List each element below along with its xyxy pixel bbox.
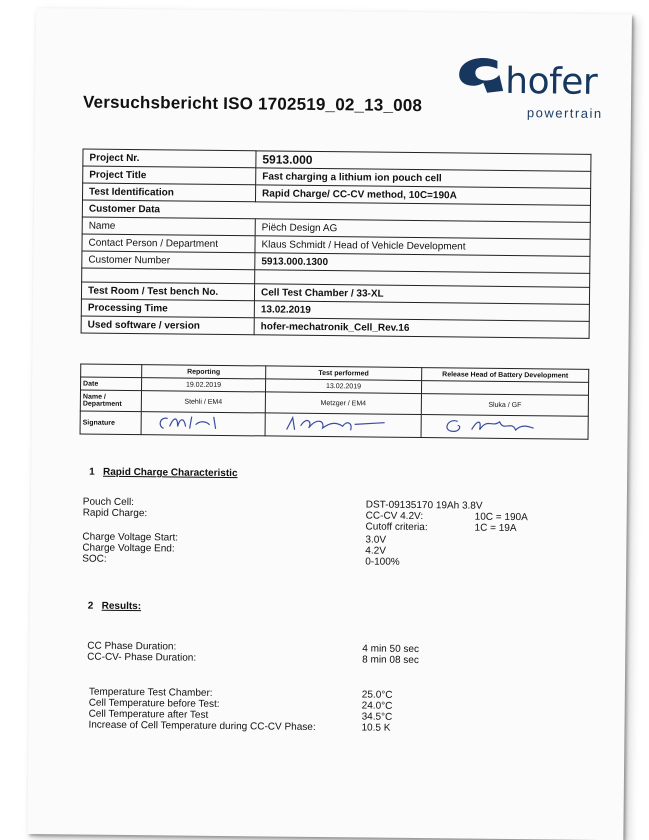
cccv-label: CC-CV- Phase Duration: bbox=[87, 651, 197, 664]
section-2-heading bbox=[88, 601, 141, 613]
row-label: Processing Time bbox=[81, 299, 254, 318]
signature-cell bbox=[421, 415, 588, 440]
name-cell: Stehli / EM4 bbox=[141, 391, 265, 413]
row-label: Name / Department bbox=[80, 390, 141, 412]
project-info-table bbox=[81, 148, 592, 338]
pouch-value: DST-09135170 19Ah 3.8V bbox=[365, 499, 483, 512]
temp-value: 10.5 K bbox=[361, 722, 391, 734]
pouch-label: Pouch Cell: bbox=[82, 496, 135, 509]
row-value: Rapid Charge/ CC-CV method, 10C=190A bbox=[255, 185, 590, 206]
section-number: 2 bbox=[87, 600, 94, 612]
soc-label: SOC: bbox=[82, 553, 107, 565]
cc-value: 4 min 50 sec bbox=[362, 643, 420, 656]
cutoff-label: Cutoff criteria: bbox=[365, 521, 428, 534]
blank-cell bbox=[81, 364, 142, 378]
approval-table bbox=[80, 363, 590, 439]
section-1-heading bbox=[89, 467, 238, 480]
temp-label: Increase of Cell Temperature during CC-CV Phase: bbox=[88, 719, 316, 733]
row-label: Project Nr. bbox=[83, 149, 256, 168]
row-value: hofer-mechatronik_Cell_Rev.16 bbox=[254, 318, 589, 339]
name-cell: Sluka / GF bbox=[421, 394, 588, 417]
row-label: Used software / version bbox=[81, 316, 254, 335]
column-header: Release Head of Battery Development bbox=[422, 368, 589, 383]
temp-value: 25.0°C bbox=[361, 689, 393, 701]
row-value: Klaus Schmidt / Head of Vehicle Development bbox=[255, 236, 590, 257]
row-value: 5913.000.1300 bbox=[255, 253, 590, 274]
hofer-logo-mark-icon bbox=[453, 52, 510, 103]
signature-cell bbox=[265, 413, 421, 438]
project-number-value: 5913.000 bbox=[256, 151, 591, 172]
cve-label: Charge Voltage End: bbox=[82, 542, 175, 555]
cvs-value: 3.0V bbox=[365, 534, 387, 546]
temp-value: 34.5°C bbox=[361, 711, 393, 723]
row-label: Test Room / Test bench No. bbox=[81, 282, 254, 301]
column-header: Reporting bbox=[142, 365, 266, 379]
soc-value: 0-100% bbox=[365, 556, 400, 568]
rapid-value-2: 10C = 190A bbox=[474, 511, 528, 524]
temp-label: Cell Temperature after Test bbox=[88, 708, 209, 721]
temp-label: Cell Temperature before Test: bbox=[88, 697, 220, 710]
report-title: Versuchsbericht ISO 1702519_02_13_008 bbox=[82, 92, 423, 116]
section-number: 1 bbox=[89, 466, 95, 478]
row-value: Fast charging a lithium ion pouch cell bbox=[256, 168, 591, 189]
section-title: Results: bbox=[101, 600, 142, 613]
row-value: Cell Test Chamber / 33-XL bbox=[254, 284, 589, 305]
row-label: Test Identification bbox=[82, 183, 255, 202]
row-label: Project Title bbox=[83, 166, 256, 185]
temp-label: Temperature Test Chamber: bbox=[88, 686, 213, 699]
date-cell: 13.02.2019 bbox=[265, 379, 421, 394]
row-value: Piëch Design AG bbox=[255, 219, 590, 240]
row-label: Customer Data bbox=[82, 200, 590, 222]
row-value: 13.02.2019 bbox=[254, 301, 589, 322]
logo-subtitle: powertrain bbox=[526, 105, 603, 121]
row-label: Contact Person / Department bbox=[82, 234, 255, 253]
cve-value: 4.2V bbox=[365, 545, 386, 557]
cutoff-value: 1C = 19A bbox=[474, 522, 517, 535]
signature-cell bbox=[141, 412, 265, 436]
rapid-value: CC-CV 4.2V: bbox=[365, 510, 424, 523]
row-label: Name bbox=[82, 217, 255, 236]
section-title: Rapid Charge Characteristic bbox=[102, 466, 238, 480]
cvs-label: Charge Voltage Start: bbox=[82, 531, 179, 544]
temp-value: 24.0°C bbox=[361, 700, 393, 712]
signature-icon bbox=[273, 414, 413, 435]
signature-icon bbox=[430, 415, 580, 437]
date-cell: 19.02.2019 bbox=[141, 378, 265, 392]
row-label: Date bbox=[81, 377, 142, 391]
cccv-value: 8 min 08 sec bbox=[362, 654, 419, 667]
hofer-logo bbox=[453, 52, 603, 129]
row-label: Signature bbox=[80, 411, 141, 435]
name-cell: Metzger / EM4 bbox=[265, 392, 421, 415]
cc-label: CC Phase Duration: bbox=[87, 640, 177, 653]
logo-wordmark: hofer bbox=[505, 60, 598, 103]
column-header: Test performed bbox=[265, 366, 421, 381]
rapid-label: Rapid Charge: bbox=[82, 507, 148, 520]
document-page bbox=[27, 8, 632, 840]
table-row bbox=[80, 411, 588, 439]
row-label: Customer Number bbox=[82, 251, 255, 270]
signature-icon bbox=[148, 412, 258, 433]
